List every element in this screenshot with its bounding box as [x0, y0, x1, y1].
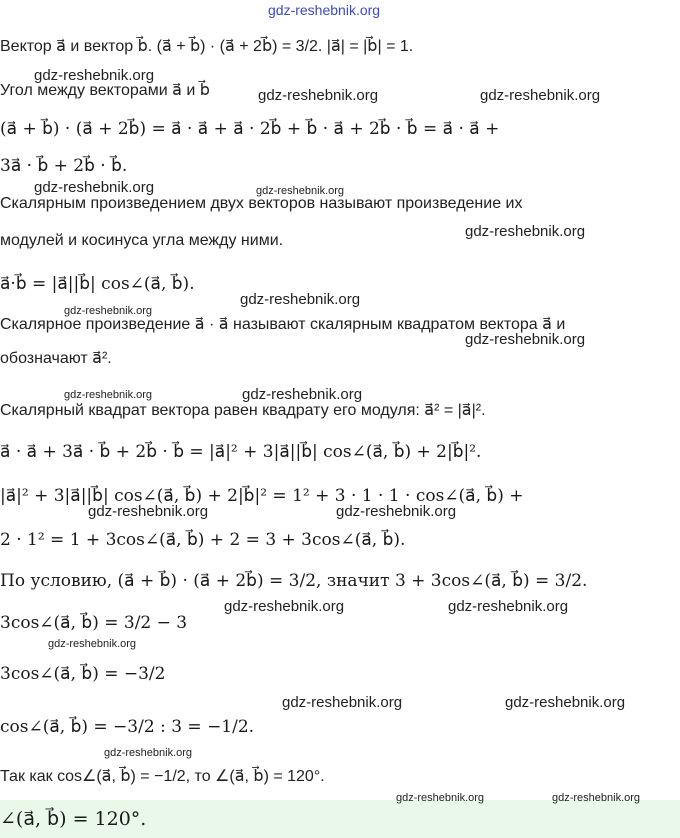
watermark: gdz-reshebnik.org — [48, 638, 137, 650]
watermark: gdz-reshebnik.org — [34, 67, 155, 84]
answer-box — [0, 800, 680, 838]
watermark: gdz-reshebnik.org — [396, 792, 485, 804]
watermark: gdz-reshebnik.org — [224, 598, 345, 615]
solution-line: |a⃗|² + 3|a⃗||b⃗| cos∠(a⃗, b⃗) + 2|b⃗|² = 1² + 3 · 1 · 1 · cos∠(a⃗, b⃗) + — [0, 486, 524, 506]
watermark: gdz-reshebnik.org — [465, 223, 586, 240]
watermark: gdz-reshebnik.org — [104, 747, 193, 759]
solution-line: a⃗·b⃗ = |a⃗||b⃗| cos∠(a⃗, b⃗). — [0, 274, 195, 294]
solution-line: Вектор a⃗ и вектор b⃗. (a⃗ + b⃗) · (a⃗ + 2b⃗) = 3/2. |a⃗| = |b⃗| = 1. — [0, 38, 414, 55]
watermark: gdz-reshebnik.org — [258, 87, 379, 104]
solution-line: обозначают a⃗². — [0, 350, 112, 367]
solution-line: (a⃗ + b⃗) · (a⃗ + 2b⃗) = a⃗ · a⃗ + a⃗ · 2b⃗ + b⃗ · a⃗ + 2b⃗ · b⃗ = a⃗ · a⃗ + — [0, 119, 500, 139]
answer-line: ∠(a⃗, b⃗) = 120°. — [0, 808, 147, 830]
solution-line: 2 · 1² = 1 + 3cos∠(a⃗, b⃗) + 2 = 3 + 3cos∠(a⃗, b⃗). — [0, 530, 406, 550]
watermark: gdz-reshebnik.org — [448, 598, 569, 615]
solution-line: Скалярный квадрат вектора равен квадрату его модуля: a⃗² = |a⃗|². — [0, 402, 486, 419]
watermark: gdz-reshebnik.org — [505, 694, 626, 711]
solution-line: По условию, (a⃗ + b⃗) · (a⃗ + 2b⃗) = 3/2, значит 3 + 3cos∠(a⃗, b⃗) = 3/2. — [0, 571, 588, 591]
watermark: gdz-reshebnik.org — [64, 389, 153, 401]
solution-line: 3cos∠(a⃗, b⃗) = −3/2 — [0, 664, 166, 684]
watermark: gdz-reshebnik.org — [552, 792, 641, 804]
watermark: gdz-reshebnik.org — [256, 185, 345, 197]
watermark: gdz-reshebnik.org — [88, 503, 209, 520]
solution-line: Угол между векторами a⃗ и b⃗ — [0, 82, 210, 99]
solution-line: cos∠(a⃗, b⃗) = −3/2 : 3 = −1/2. — [0, 717, 255, 737]
solution-line: модулей и косинуса угла между ними. — [0, 232, 284, 249]
solution-line: Скалярным произведением двух векторов называют произведение их — [0, 195, 523, 212]
watermark: gdz-reshebnik.org — [240, 291, 361, 308]
solution-line: a⃗ · a⃗ + 3a⃗ · b⃗ + 2b⃗ · b⃗ = |a⃗|² + 3|a⃗||b⃗| cos∠(a⃗, b⃗) + 2|b⃗|². — [0, 442, 482, 462]
watermark: gdz-reshebnik.org — [34, 179, 155, 196]
solution-line: Скалярное произведение a⃗ · a⃗ называют скалярным квадратом вектора a⃗ и — [0, 316, 566, 333]
watermark: gdz-reshebnik.org — [465, 331, 586, 348]
solution-line: Так как cos∠(a⃗, b⃗) = −1/2, то ∠(a⃗, b⃗) = 120°. — [0, 768, 325, 785]
solution-line: 3cos∠(a⃗, b⃗) = 3/2 − 3 — [0, 613, 188, 633]
watermark: gdz-reshebnik.org — [268, 2, 381, 18]
watermark: gdz-reshebnik.org — [336, 503, 457, 520]
watermark: gdz-reshebnik.org — [64, 305, 153, 317]
watermark: gdz-reshebnik.org — [480, 87, 601, 104]
watermark: gdz-reshebnik.org — [282, 694, 403, 711]
solution-line: 3a⃗ · b⃗ + 2b⃗ · b⃗. — [0, 156, 128, 176]
watermark: gdz-reshebnik.org — [242, 386, 363, 403]
